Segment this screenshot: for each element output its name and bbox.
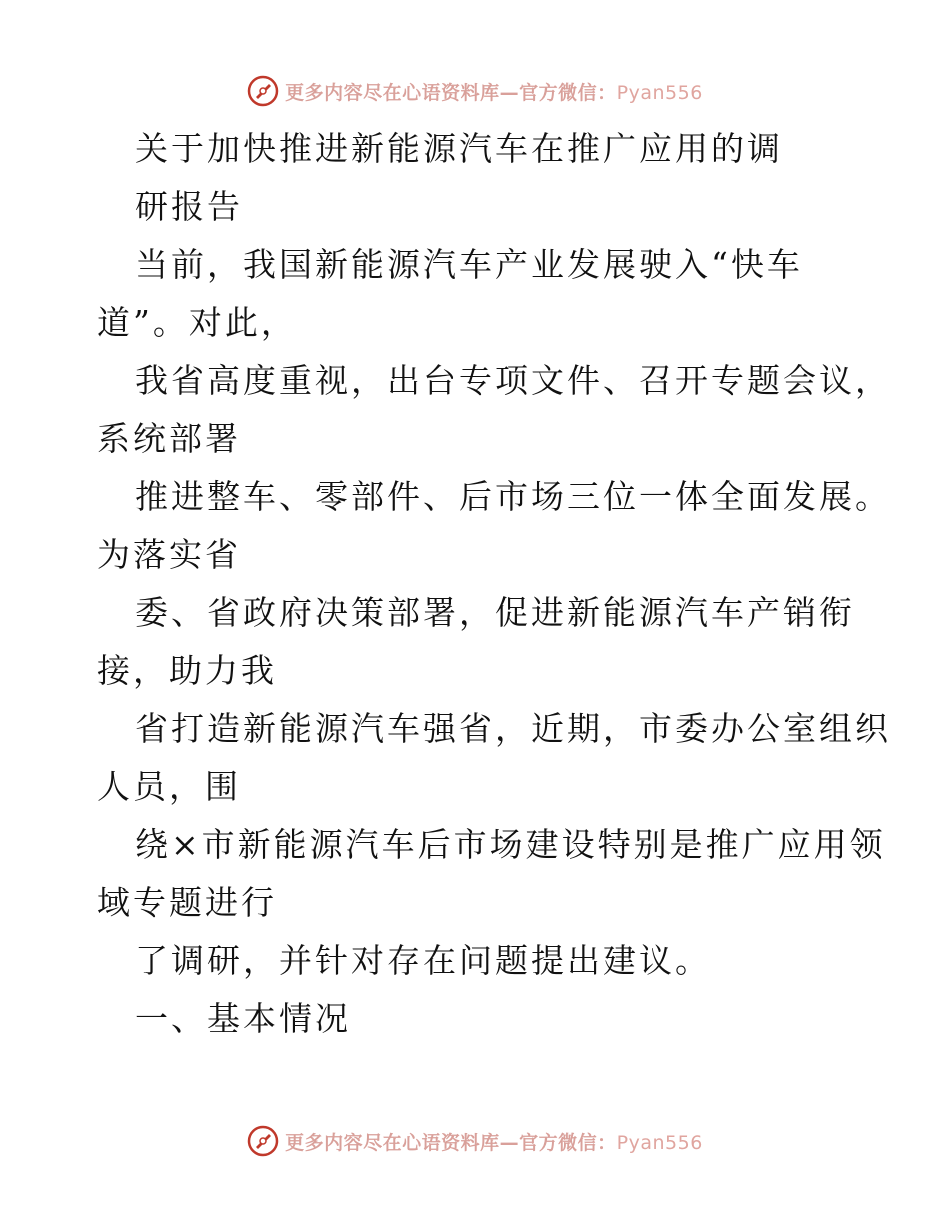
quill-logo-icon	[247, 75, 279, 107]
paragraph-line: 了调研，并针对存在问题提出建议。	[135, 941, 711, 980]
header-watermark	[0, 71, 950, 111]
paragraph-line: 研报告	[135, 187, 243, 226]
watermark-text: 更多内容尽在心语资料库—官方微信：Pyan556	[285, 81, 703, 104]
paragraph-line: 当前，我国新能源汽车产业发展驶入“快车	[135, 245, 803, 284]
paragraph-line: 接，助力我	[97, 651, 277, 690]
paragraph-line: 推进整车、零部件、后市场三位一体全面发展。	[135, 477, 891, 516]
paragraph-line: 关于加快推进新能源汽车在推广应用的调	[135, 129, 783, 168]
paragraph-line: 我省高度重视，出台专项文件、召开专题会议，	[135, 361, 891, 400]
paragraph-line: 为落实省	[97, 535, 241, 574]
watermark-wechat-id: Pyan556	[616, 1131, 703, 1154]
paragraph-line: 系统部署	[97, 419, 241, 458]
paragraph-line: 委、省政府决策部署，促进新能源汽车产销衔	[135, 593, 855, 632]
paragraph-line: 绕×市新能源汽车后市场建设特别是推广应用领	[135, 825, 886, 864]
paragraph-line: 人员，围	[97, 767, 241, 806]
paragraph-line: 省打造新能源汽车强省，近期，市委办公室组织	[135, 709, 891, 748]
paragraph-line: 道”。对此，	[97, 303, 297, 342]
document-body	[97, 120, 897, 1048]
watermark-text: 更多内容尽在心语资料库—官方微信：Pyan556	[285, 1131, 703, 1154]
watermark-wechat-id: Pyan556	[616, 81, 703, 104]
quill-logo-icon	[247, 1125, 279, 1157]
footer-watermark	[0, 1121, 950, 1161]
paragraph-line: 一、基本情况	[135, 999, 351, 1038]
paragraph-line: 域专题进行	[97, 883, 277, 922]
